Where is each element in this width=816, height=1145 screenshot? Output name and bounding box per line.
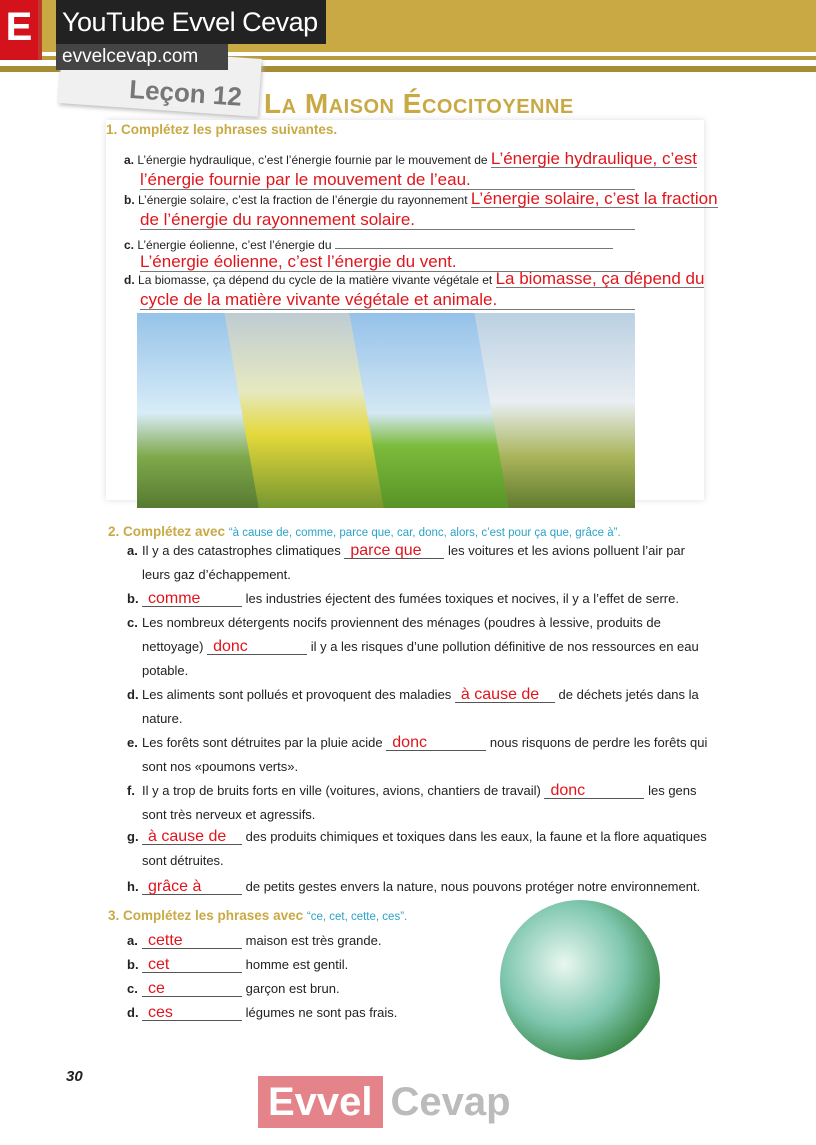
item-letter: g. [127, 829, 139, 844]
item-continuation: leurs gaz d’échappement. [142, 567, 291, 582]
item-text: Les aliments sont pollués et provoquent des maladies [142, 687, 452, 702]
ex2-item [127, 878, 700, 896]
item-letter: d. [124, 273, 135, 287]
item-text: L’énergie solaire, c’est la fraction de l’énergie du rayonnement [138, 193, 468, 207]
answer-blank[interactable]: à cause de [455, 687, 555, 703]
item-letter: b. [124, 193, 135, 207]
item-text: de déchets jetés dans la [558, 687, 699, 702]
item-text: homme est gentil. [245, 957, 349, 972]
ex2-hint: “à cause de, comme, parce que, car, donc, alors, c’est pour ça que, grâce à”. [228, 527, 621, 539]
ex2-item [127, 828, 707, 846]
ex3-item [127, 932, 381, 950]
item-letter: c. [124, 238, 135, 252]
ex1-item [124, 231, 613, 252]
item-text: L’énergie éolienne, c’est l’énergie du [137, 238, 332, 252]
brand-logo: E [0, 0, 42, 60]
answer-blank[interactable]: cet [142, 957, 242, 973]
answer-line-2: L’énergie éolienne, c’est l’énergie du vent. [140, 253, 635, 272]
ex2-item [127, 686, 699, 704]
footer-watermark [258, 1076, 511, 1128]
item-letter: e. [127, 735, 138, 750]
item-text: légumes ne sont pas frais. [245, 1005, 398, 1020]
item-text: les voitures et les avions polluent l’air par [447, 543, 685, 558]
site-label: evvelcevap.com [56, 44, 228, 70]
item-text: des produits chimiques et toxiques dans les eaux, la faune et la flore aquatiques [245, 829, 707, 844]
item-text: nettoyage) [142, 639, 204, 654]
answer-blank[interactable]: cette [142, 933, 242, 949]
answer-line-1: L’énergie solaire, c’est la fraction [470, 189, 718, 208]
ex1-item [124, 150, 697, 168]
answer-blank[interactable]: à cause de [142, 829, 242, 845]
ex1-item [124, 270, 704, 288]
channel-label: YouTube Evvel Cevap [56, 0, 326, 44]
item-letter: a. [127, 543, 138, 558]
answer-line-2: l’énergie fournie par le mouvement de l’eau. [140, 171, 635, 190]
ex3-heading [108, 908, 407, 923]
item-text: Il y a des catastrophes climatiques [142, 543, 341, 558]
item-letter: a. [127, 933, 138, 948]
energy-photo [137, 313, 635, 508]
answer-line-1: La biomasse, ça dépend du [495, 269, 705, 288]
answer-blank[interactable]: grâce à [142, 879, 242, 895]
ex2-heading-text: 2. Complétez avec [108, 524, 226, 539]
eco-globe-image [500, 900, 660, 1060]
item-letter: a. [124, 153, 135, 167]
ex3-item [127, 1004, 397, 1022]
item-continuation: sont nos «poumons verts». [142, 759, 299, 774]
item-text: garçon est brun. [245, 981, 340, 996]
answer-line-2: de l’énergie du rayonnement solaire. [140, 211, 635, 230]
ex2-item-line [142, 638, 699, 656]
item-continuation: sont détruites. [142, 853, 224, 868]
item-letter: h. [127, 879, 139, 894]
item-text: les industries éjectent des fumées toxiques et nocives, il y a l’effet de serre. [245, 591, 679, 606]
item-letter: f. [127, 783, 135, 798]
ex3-heading-text: 3. Complétez les phrases avec [108, 908, 304, 923]
item-text: maison est très grande. [245, 933, 382, 948]
page-number: 30 [66, 1068, 83, 1085]
ex2-item [127, 614, 661, 632]
answer-line-1 [335, 231, 613, 249]
item-text: Il y a trop de bruits forts en ville (voitures, avions, chantiers de travail) [142, 783, 541, 798]
item-text: L’énergie hydraulique, c’est l’énergie fournie par le mouvement de [137, 153, 488, 167]
ex2-item [127, 542, 685, 560]
ex2-item [127, 734, 707, 752]
answer-line-1: L’énergie hydraulique, c’est [490, 149, 697, 168]
item-text: de petits gestes envers la nature, nous pouvons protéger notre environnement. [245, 879, 701, 894]
ex3-hint: “ce, cet, cette, ces”. [306, 911, 408, 923]
ex2-item [127, 590, 679, 608]
item-text: La biomasse, ça dépend du cycle de la matière vivante végétale et [138, 273, 493, 287]
footer-left: Evvel [258, 1076, 383, 1128]
item-letter: b. [127, 957, 139, 972]
answer-blank[interactable]: comme [142, 591, 242, 607]
item-letter: c. [127, 615, 138, 630]
item-letter: b. [127, 591, 139, 606]
item-letter: d. [127, 1005, 139, 1020]
item-text: nous risquons de perdre les forêts qui [489, 735, 708, 750]
ex3-item [127, 956, 348, 974]
ex1-heading: 1. Complétez les phrases suivantes. [106, 122, 338, 137]
item-continuation: potable. [142, 663, 189, 678]
item-text: Les forêts sont détruites par la pluie acide [142, 735, 383, 750]
item-text: il y a les risques d’une pollution définitive de nos ressources en eau [310, 639, 699, 654]
ex3-item [127, 980, 340, 998]
answer-line-2: cycle de la matière vivante végétale et animale. [140, 291, 635, 310]
answer-blank[interactable]: ce [142, 981, 242, 997]
answer-blank[interactable]: donc [544, 783, 644, 799]
item-text: les gens [648, 783, 697, 798]
item-continuation: sont très nerveux et agressifs. [142, 807, 316, 822]
ex2-heading [108, 524, 621, 539]
item-continuation: nature. [142, 711, 183, 726]
item-letter: c. [127, 981, 138, 996]
answer-blank[interactable]: ces [142, 1005, 242, 1021]
item-letter: d. [127, 687, 139, 702]
ex1-item [124, 190, 718, 208]
lesson-tag: Leçon 12 [58, 45, 262, 117]
ex2-item [127, 782, 697, 800]
item-text: Les nombreux détergents nocifs proviennent des ménages (poudres à lessive, produits de [142, 615, 661, 630]
answer-blank[interactable]: donc [207, 639, 307, 655]
answer-blank[interactable]: parce que [344, 543, 444, 559]
page-title: La Maison Écocitoyenne [264, 88, 574, 119]
answer-blank[interactable]: donc [386, 735, 486, 751]
footer-right: Cevap [390, 1080, 511, 1124]
